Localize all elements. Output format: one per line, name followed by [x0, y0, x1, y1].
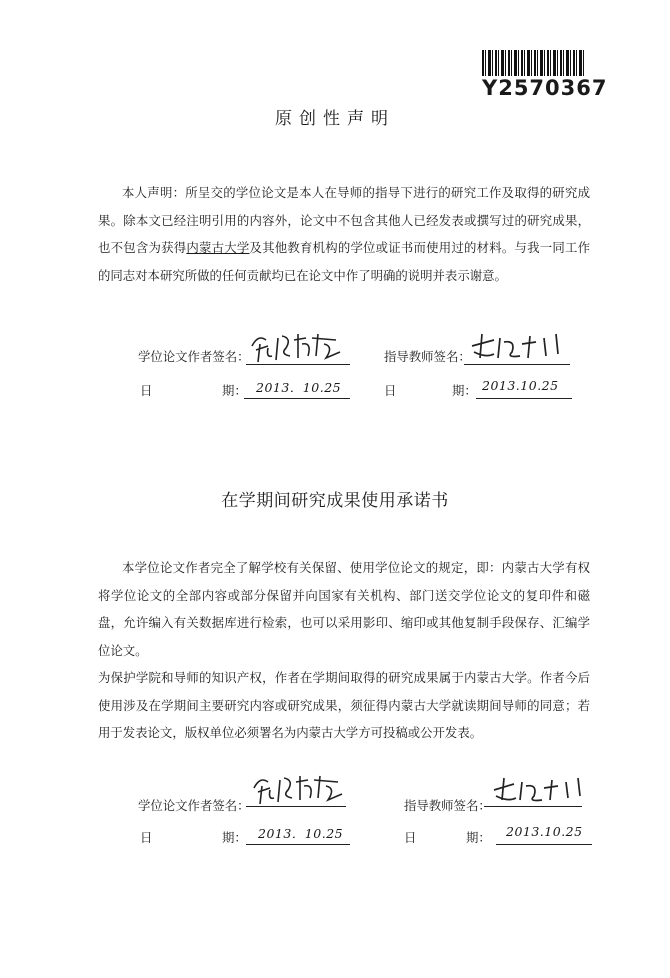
advisor-date: 2013.10.25 [482, 378, 559, 393]
author-date: 2013．10.25 [256, 380, 342, 395]
advisor-date-line [476, 398, 572, 399]
commitment-advisor-date: 2013.10.25 [506, 824, 583, 839]
commitment-author-signature-image [248, 768, 348, 808]
author-date-line [244, 398, 350, 399]
barcode-number: Y2570367 [482, 76, 608, 100]
commitment-advisor-signature-line [484, 806, 582, 807]
author-signature-label: 学位论文作者签名： [138, 349, 250, 364]
advisor-signature-image [464, 328, 574, 364]
declaration-paragraph [98, 179, 590, 289]
commitment-advisor-date-label-2: 期： [466, 830, 491, 845]
commitment-author-date-label-1: 日 [140, 830, 153, 845]
commitment-title: 在学期间研究成果使用承诺书 [221, 491, 449, 511]
university-name: 内蒙古大学 [186, 240, 250, 255]
advisor-signature-label: 指导教师签名： [384, 349, 471, 364]
advisor-date-label-1: 日 [384, 383, 397, 398]
commitment-advisor-date-label-1: 日 [404, 830, 417, 845]
commitment-paragraphs [98, 554, 590, 747]
commitment-advisor-signature-image [488, 772, 588, 806]
author-date-label-2: 期： [222, 383, 247, 398]
author-signature-line [246, 364, 350, 365]
commitment-author-date: 2013．10.25 [258, 826, 344, 841]
commitment-advisor-signature-label: 指导教师签名： [404, 798, 491, 813]
advisor-date-label-2: 期： [452, 383, 477, 398]
barcode-bars [482, 50, 586, 76]
declaration-text-end: 及其他教育机构的学位或证书而使用过的材料。与我一同工作的同志对本研究所做的任何贡献均已在论文中作了明确的说明并表示谢意。 [98, 240, 591, 283]
author-date-label-1: 日 [140, 383, 153, 398]
commitment-author-signature-label: 学位论文作者签名： [138, 798, 250, 813]
declaration-title: 原创性声明 [275, 109, 395, 129]
declaration-text: 本人声明：所呈交的学位论文是本人在导师的指导下进行的研究工作及取得的研究成果。除本文已经注明引用的内容外，论文中不包含其他人已经发表或撰写过的研究成果，也不包含为获得 [98, 185, 590, 255]
commitment-author-signature-line [246, 806, 346, 807]
commitment-author-date-line [246, 844, 350, 845]
commitment-paragraph-1: 本学位论文作者完全了解学校有关保留、使用学位论文的规定，即：内蒙古大学有权将学位论文的全部内容或部分保留并向国家有关机构、部门送交学位论文的复印件和磁盘，允许编入有关数据库进行检索，也可以采用影印、缩印或其他复制手段保存、汇编学位论文。 [98, 560, 590, 658]
author-signature-image [246, 326, 346, 366]
barcode [482, 50, 608, 100]
commitment-author-date-label-2: 期： [222, 830, 247, 845]
commitment-paragraph-2: 为保护学院和导师的知识产权，作者在学期间取得的研究成果属于内蒙古大学。作者今后使用涉及在学期间主要研究内容或研究成果，须征得内蒙古大学就读期间导师的同意；若用于发表论文，版权单位必须署名为内蒙古大学方可投稿或公开发表。 [98, 670, 590, 740]
commitment-advisor-date-line [496, 844, 592, 845]
advisor-signature-line [464, 364, 570, 365]
